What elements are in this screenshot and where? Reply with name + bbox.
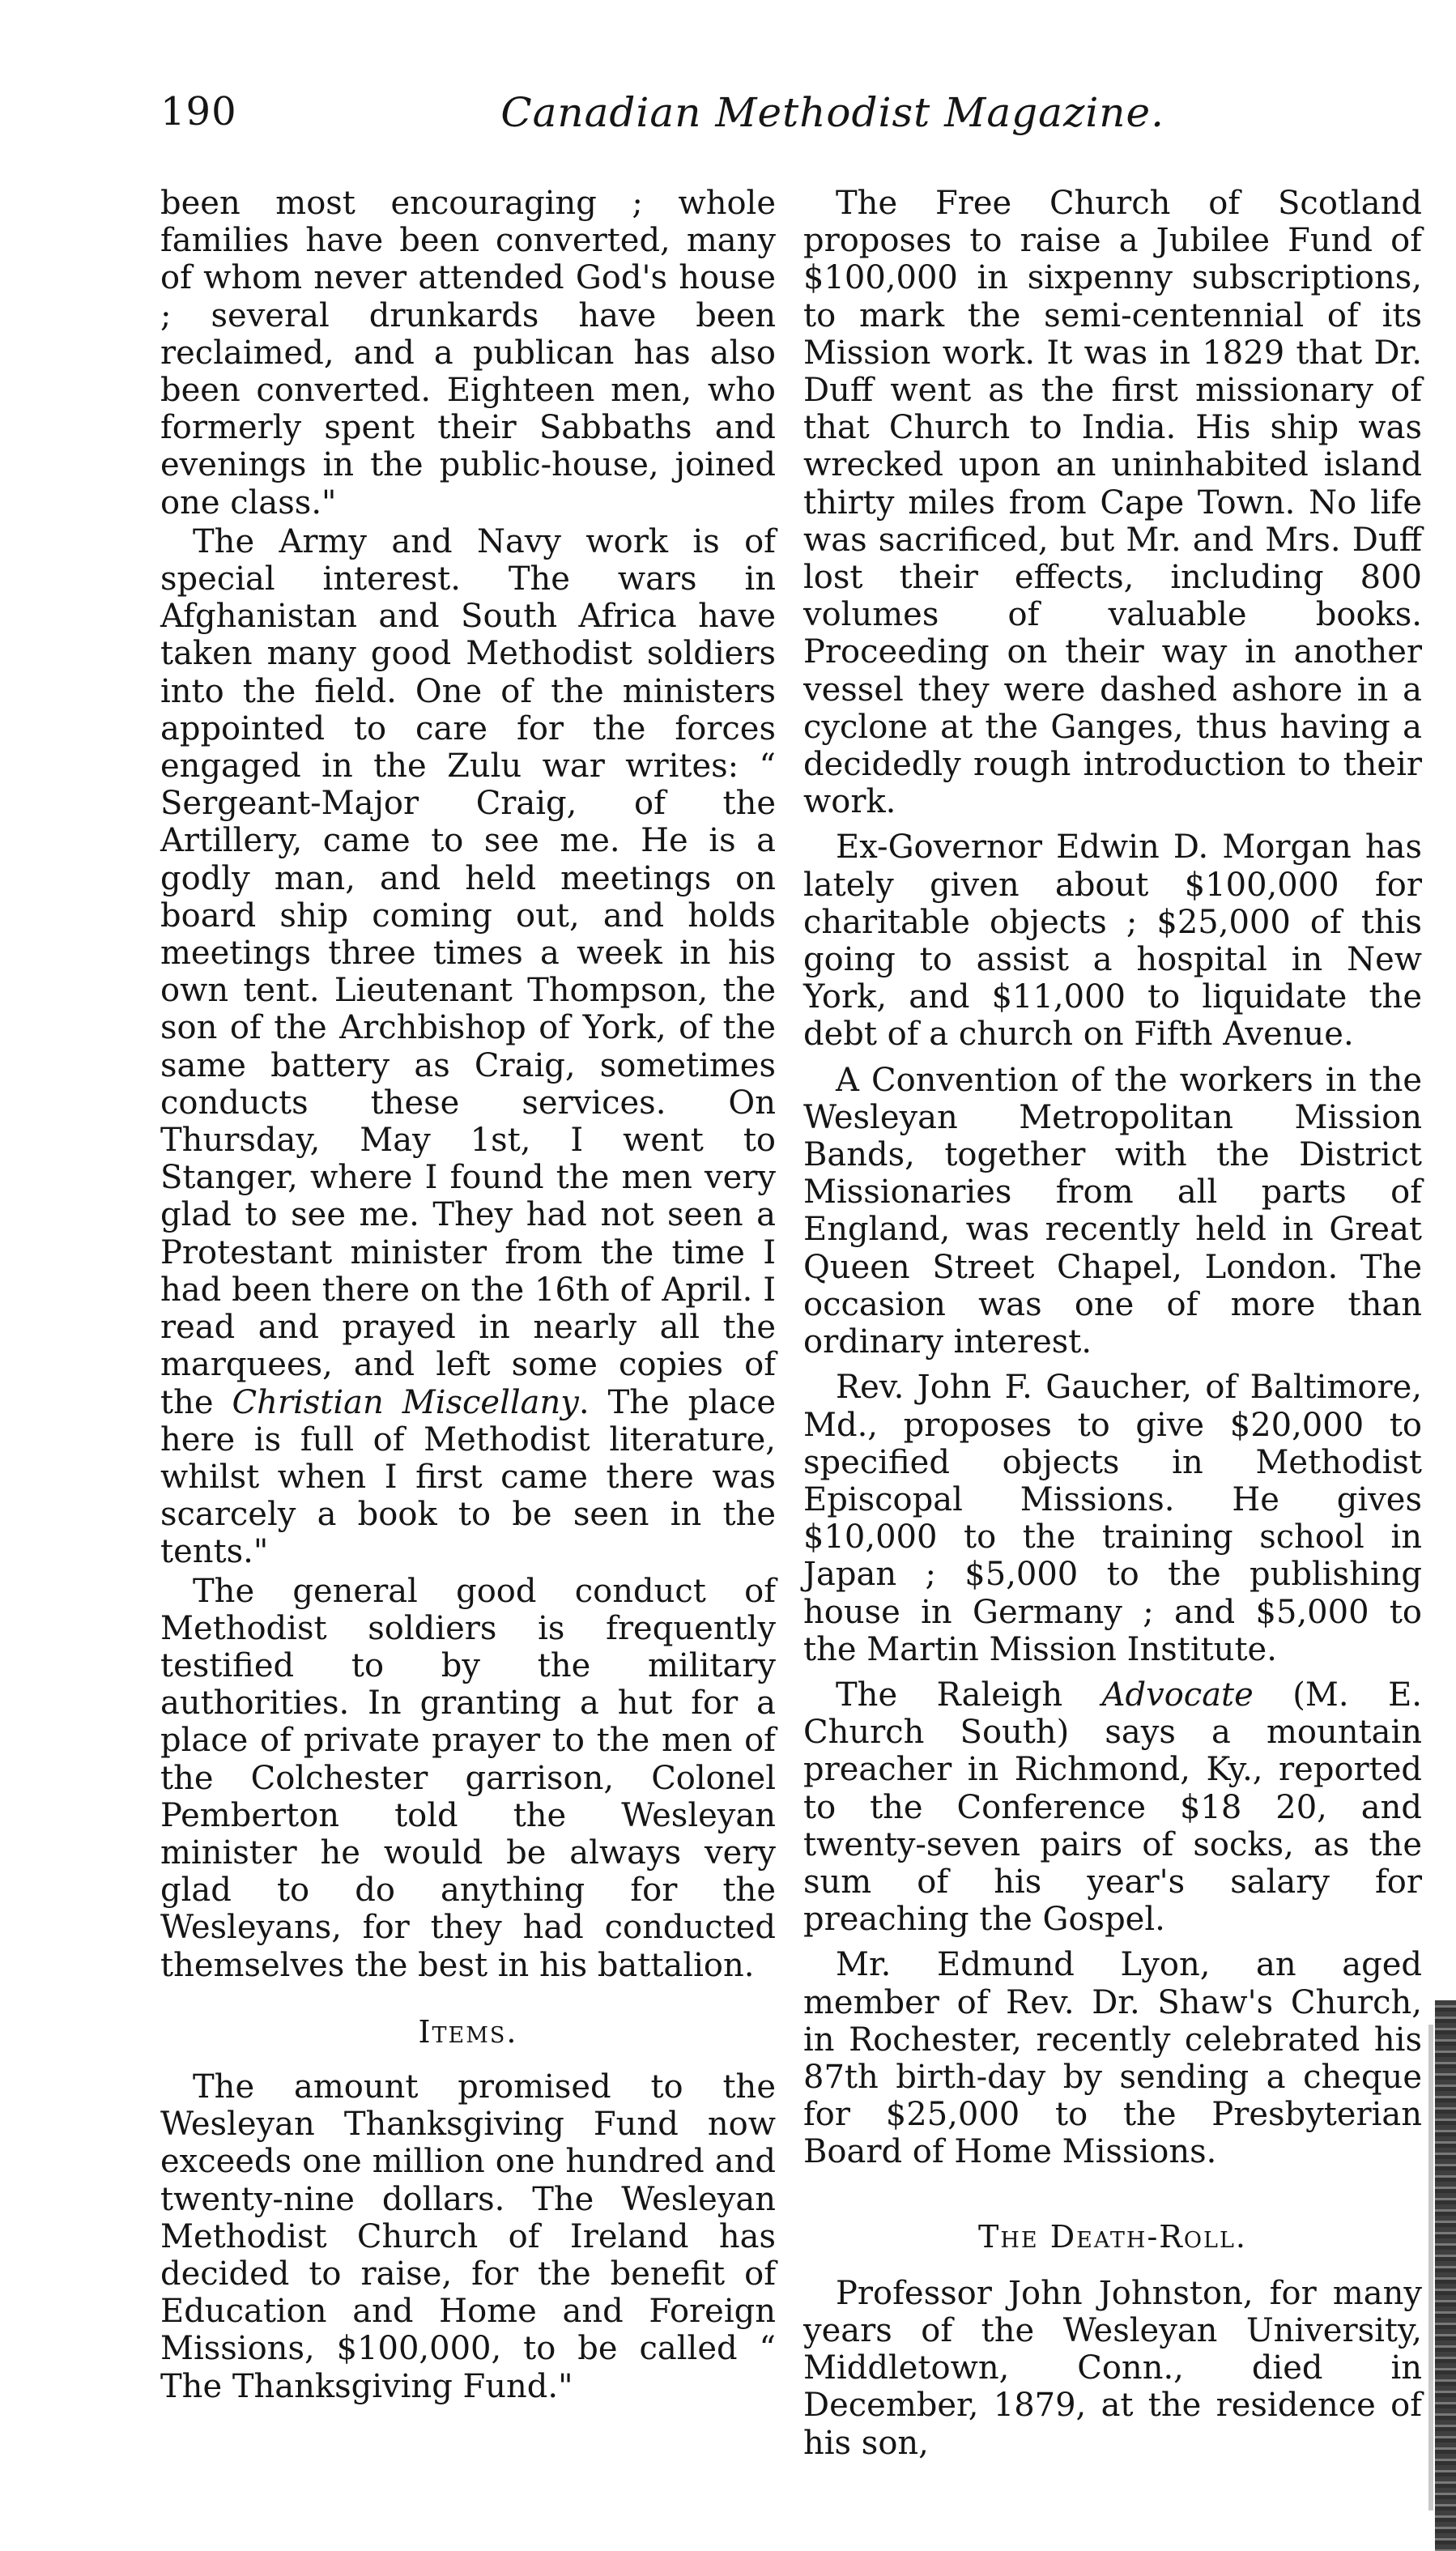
paragraph-morgan-gift: Ex-Governor Edwin D. Morgan has lately given about $100,000 for charitable objects ; $25,000 of this going to assist a hospital in New York, and $11,000 to liquidate the debt of a church on Fifth Avenue. — [803, 828, 1422, 1054]
paragraph-free-church-scotland: The Free Church of Scotland proposes to raise a Jubilee Fund of $100,000 in sixpenny subscriptions, to mark the semi-centennial of its Mission work. It was in 1829 that Dr. Duff went as the first missionary of that Church to India. His ship was wrecked upon an uninhabited island thirty miles from Cape Town. No life was sacrificed, but Mr. and Mrs. Duff lost their effects, including 800 volumes of valuable books. Proceeding on their way in another vessel they were dashed ashore in a cyclone at the Ganges, thus having a decidedly rough introduction to their work. — [803, 185, 1422, 821]
paragraph-army-navy-work — [160, 523, 776, 1571]
paragraph-revival-report: been most encouraging ; whole families have been converted, many of whom never attended God's house ; several drunkards have been reclaimed, and a publican has also been converted. Eighteen men, who formerly spent their Sabbaths and evenings in the public-house, joined one class." — [160, 185, 776, 522]
left-column — [160, 185, 776, 2405]
items-heading: Items. — [418, 2013, 518, 2050]
running-title: Canadian Methodist Magazine. — [500, 89, 1164, 136]
paragraph-johnston-obituary: Professor John Johnston, for many years of the Wesleyan University, Middletown, Conn., died in December, 1879, at the residence of his son, — [803, 2274, 1422, 2462]
death-roll-heading: The Death-Roll. — [978, 2218, 1247, 2255]
paragraph-mission-bands-convention: A Convention of the workers in the Wesleyan Metropolitan Mission Bands, together with the District Missionaries from all parts of England, was recently held in Great Queen Street Chapel, London. The occasion was one of more than ordinary interest. — [803, 1061, 1422, 1361]
page-header — [160, 81, 1164, 146]
paragraph-thanksgiving-fund: The amount promised to the Wesleyan Thanksgiving Fund now exceeds one million one hundred and twenty-nine dollars. The Wesleyan Methodist Church of Ireland has decided to raise, for the benefit of Education and Home and Foreign Missions, $100,000, to be called “ The Thanksgiving Fund." — [160, 2068, 776, 2405]
paragraph-lyon-cheque: Mr. Edmund Lyon, an aged member of Rev. Dr. Shaw's Church, in Rochester, recently celebrated his 87th birth-day by sending a cheque for $25,000 to the Presbyterian Board of Home Missions. — [803, 1946, 1422, 2171]
army-navy-text-a: The Army and Navy work is of special interest. The wars in Afghanistan and South Africa have taken many good Methodist soldiers into the field. One of the ministers appointed to care for the forces engaged in the Zulu war writes: “ Sergeant-Major Craig, of the Artillery, came to see me. He is a godly man, and held meetings on board ship coming out, and holds meetings three times a week in his own tent. Lieutenant Thompson, the son of the Archbishop of York, of the same battery as Craig, sometimes conducts these services. On Thursday, May 1st, I went to Stanger, where I found the men very glad to see me. They had not seen a Protestant minister from the time I had been there on the 16th of April. I read and prayed in nearly all the marquees, and left some copies of the — [160, 522, 776, 1421]
paragraph-soldiers-conduct: The general good conduct of Methodist soldiers is frequently testified to by the military authorities. In granting a hut for a place of private prayer to the men of the Colchester garrison, Colonel Pemberton told the Wesleyan minister he would be always very glad to do anything for the Wesleyans, for they had conducted themselves the best in his battalion. — [160, 1572, 776, 1984]
army-navy-text-b: . The place here is full of Methodist literature, whilst when I first came there was scarcely a book to be seen in the tents." — [160, 1383, 776, 1571]
christian-miscellany-title: Christian Miscellany — [232, 1383, 579, 1421]
raleigh-text-b: (M. E. Church South) says a mountain preacher in Richmond, Ky., reported to the Conference $18 20, and twenty-seven pairs of socks, as the sum of his year's salary for preaching the Gospel. — [803, 1676, 1422, 1939]
paragraph-gaucher-gift: Rev. John F. Gaucher, of Baltimore, Md., proposes to give $20,000 to specified objects in Methodist Episcopal Missions. He gives $10,000 to the training school in Japan ; $5,000 to the publishing house in Germany ; and $5,000 to the Martin Mission Institute. — [803, 1369, 1422, 1668]
raleigh-text-a: The Raleigh — [836, 1676, 1102, 1714]
paragraph-raleigh-advocate — [803, 1676, 1422, 1938]
page-number: 190 — [160, 89, 237, 134]
advocate-title: Advocate — [1101, 1676, 1254, 1714]
right-column — [803, 185, 1422, 2462]
page-binding-edge — [1435, 2000, 1456, 2551]
